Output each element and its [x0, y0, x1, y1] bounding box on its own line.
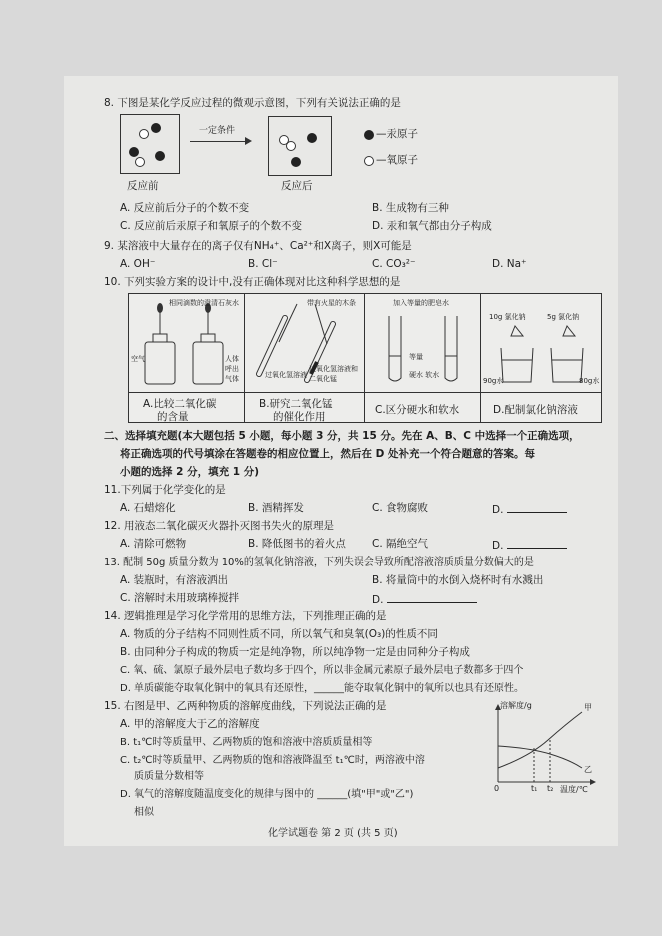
mercury-atom — [151, 123, 161, 133]
exp-a-caption-2: 的含量 — [157, 411, 189, 423]
divider — [365, 392, 481, 393]
q9-stem: 9. 某溶液中大量存在的离子仅有NH₄⁺、Ca²⁺和X离子，则X可能是 — [104, 240, 412, 252]
q13-d-label: D. — [372, 594, 384, 606]
q11-answer-blank[interactable] — [507, 502, 567, 513]
experiment-c-panel — [364, 293, 482, 423]
q15-stem: 15. 右图是甲、乙两种物质的溶解度曲线，下列说法正确的是 — [104, 700, 387, 712]
graph-xlabel: 温度/℃ — [560, 785, 588, 794]
q13-option-d[interactable] — [372, 592, 477, 607]
before-label: 反应前 — [127, 180, 159, 192]
q11-d-label: D. — [492, 504, 504, 516]
mercury-atom — [129, 147, 139, 157]
q15-option-a[interactable]: A. 甲的溶解度大于乙的溶解度 — [120, 718, 260, 730]
divider — [245, 392, 365, 393]
experiment-a-panel — [128, 293, 246, 423]
q13-option-b[interactable]: B. 将量筒中的水倒入烧杯时有水溅出 — [372, 574, 544, 586]
legend-oxygen-icon — [364, 156, 374, 166]
lbl-b-splint: 带有火星的木条 — [307, 299, 356, 307]
exp-d-caption: D.配制氯化钠溶液 — [493, 404, 578, 416]
q11-stem: 11.下列属于化学变化的是 — [104, 484, 226, 496]
lbl-b-mno2: 过氧化氢溶液和二氧化锰 — [309, 365, 358, 383]
legend-oxygen: —氧原子 — [376, 154, 418, 166]
q11-option-a[interactable]: A. 石蜡熔化 — [120, 502, 176, 514]
oxygen-atom — [286, 141, 296, 151]
lbl-a-air: 空气 — [131, 355, 145, 363]
q12-d-label: D. — [492, 540, 504, 552]
q14-option-a[interactable]: A. 物质的分子结构不同则性质不同，所以氧气和臭氧(O₃)的性质不同 — [120, 628, 438, 640]
legend-mercury: —汞原子 — [376, 128, 418, 140]
q11-option-d[interactable] — [492, 502, 567, 517]
arrow-label: 一定条件 — [199, 126, 236, 136]
curve-jia — [498, 712, 582, 768]
q14-option-c[interactable]: C. 氧、硫、氯原子最外层电子数均多于四个，所以非金属元素原子最外层电子数都多于四个 — [120, 665, 524, 676]
q8-option-b[interactable]: B. 生成物有三种 — [372, 202, 449, 214]
q12-answer-blank[interactable] — [507, 538, 567, 549]
experiment-d-panel — [480, 293, 602, 423]
after-box — [268, 116, 332, 176]
before-box — [120, 114, 180, 174]
graph-series-yi: 乙 — [584, 765, 592, 774]
lbl-d-10g: 10g 氯化钠 — [489, 313, 526, 321]
graph-t2: t₂ — [547, 784, 554, 793]
q15-option-d-line2: 相似 — [134, 807, 154, 818]
section2-line1: 二、选择填充题(本大题包括 5 小题，每小题 3 分，共 15 分。先在 A、B、C 中选择一个正确选项， — [104, 430, 580, 442]
q10-stem: 10. 下列实验方案的设计中,没有正确体现对比这种科学思想的是 — [104, 276, 401, 288]
lbl-d-5g: 5g 氯化钠 — [547, 313, 580, 321]
graph-series-jia: 甲 — [584, 703, 592, 712]
q14-stem: 14. 逻辑推理是学习化学常用的思维方法，下列推理正确的是 — [104, 610, 387, 622]
q13-option-c[interactable]: C. 溶解时未用玻璃棒搅拌 — [120, 592, 240, 604]
arrow-head-icon — [245, 137, 252, 145]
q15-option-c-line1[interactable]: C. t₂℃时等质量甲、乙两物质的饱和溶液降温至 t₁℃时，两溶液中溶 — [120, 755, 425, 766]
q12-option-c[interactable]: C. 隔绝空气 — [372, 538, 429, 550]
q15-option-c-line2: 质质量分数相等 — [134, 771, 204, 782]
q15-option-b[interactable]: B. t₁℃时等质量甲、乙两物质的饱和溶液中溶质质量相等 — [120, 737, 373, 748]
divider — [481, 392, 601, 393]
mercury-atom — [291, 157, 301, 167]
exp-a-caption-1: A.比较二氧化碳 — [143, 398, 217, 410]
legend-mercury-icon — [364, 130, 374, 140]
graph-t1: t₁ — [531, 784, 538, 793]
q13-option-a[interactable]: A. 装瓶时，有溶液洒出 — [120, 574, 229, 586]
q9-option-a[interactable]: A. OH⁻ — [120, 258, 156, 270]
section2-line2: 将正确选项的代号填涂在答题卷的相应位置上，然后在 D 处补充一个符合题意的答案。每 — [120, 448, 536, 460]
lbl-c-soap: 加入等量的肥皂水 — [393, 299, 449, 307]
q9-option-c[interactable]: C. CO₃²⁻ — [372, 258, 416, 270]
q13-answer-blank[interactable] — [387, 592, 477, 603]
q12-stem: 12. 用液态二氧化碳灭火器扑灭图书失火的原理是 — [104, 520, 335, 532]
q14-option-b[interactable]: B. 由同种分子构成的物质一定是纯净物，所以纯净物一定是由同种分子构成 — [120, 646, 470, 658]
exp-b-caption-1: B.研究二氧化锰 — [259, 398, 333, 410]
lbl-d-90g: 90g水 — [483, 377, 504, 385]
oxygen-atom — [139, 129, 149, 139]
q8-option-c[interactable]: C. 反应前后汞原子和氧原子的个数不变 — [120, 220, 303, 232]
curve-yi — [498, 746, 582, 768]
reaction-arrow — [190, 141, 250, 142]
solubility-graph — [490, 702, 600, 794]
lbl-d-80g: 80g水 — [579, 377, 600, 385]
q9-option-d[interactable]: D. Na⁺ — [492, 258, 527, 270]
q8-stem: 8. 下图是某化学反应过程的微观示意图，下列有关说法正确的是 — [104, 97, 401, 109]
lbl-c-equal: 等量 — [409, 353, 423, 361]
q12-option-d[interactable] — [492, 538, 567, 553]
solubility-curves — [490, 702, 600, 794]
lbl-c-water: 硬水 软水 — [409, 371, 440, 379]
after-label: 反应后 — [281, 180, 313, 192]
q8-option-a[interactable]: A. 反应前后分子的个数不变 — [120, 202, 250, 214]
page-footer: 化学试题卷 第 2 页 (共 5 页) — [268, 828, 398, 839]
graph-ylabel: 溶解度/g — [500, 701, 532, 710]
lbl-a-breath: 人体呼出气体 — [225, 355, 239, 383]
section2-line3: 小题的选择 2 分，填充 1 分) — [120, 466, 260, 478]
q13-stem: 13. 配制 50g 质量分数为 10%的氢氧化钠溶液，下列失误会导致所配溶液溶质质量分数偏大的是 — [104, 557, 534, 568]
q8-option-d[interactable]: D. 汞和氧气都由分子构成 — [372, 220, 492, 232]
mercury-atom — [155, 151, 165, 161]
q11-option-c[interactable]: C. 食物腐败 — [372, 502, 429, 514]
divider — [129, 392, 245, 393]
exp-c-caption: C.区分硬水和软水 — [375, 404, 460, 416]
q14-option-d[interactable]: D. 单质碳能夺取氧化铜中的氧具有还原性，______能夺取氧化铜中的氧所以也具有还原性。 — [120, 683, 525, 694]
mercury-atom — [307, 133, 317, 143]
oxygen-atom — [135, 157, 145, 167]
q9-option-b[interactable]: B. Cl⁻ — [248, 258, 278, 270]
q15-option-d-line1[interactable]: D. 氧气的溶解度随温度变化的规律与图中的 ______(填"甲"或"乙") — [120, 789, 414, 800]
exp-b-caption-2: 的催化作用 — [273, 411, 326, 423]
q12-option-b[interactable]: B. 降低图书的着火点 — [248, 538, 346, 550]
lbl-b-h2o2: 过氧化氢溶液 — [265, 371, 307, 379]
q12-option-a[interactable]: A. 清除可燃物 — [120, 538, 187, 550]
lbl-a-drop: 相同滴数的澄清石灰水 — [169, 299, 239, 307]
graph-origin: 0 — [494, 784, 500, 793]
experiment-b-panel — [244, 293, 366, 423]
q11-option-b[interactable]: B. 酒精挥发 — [248, 502, 304, 514]
